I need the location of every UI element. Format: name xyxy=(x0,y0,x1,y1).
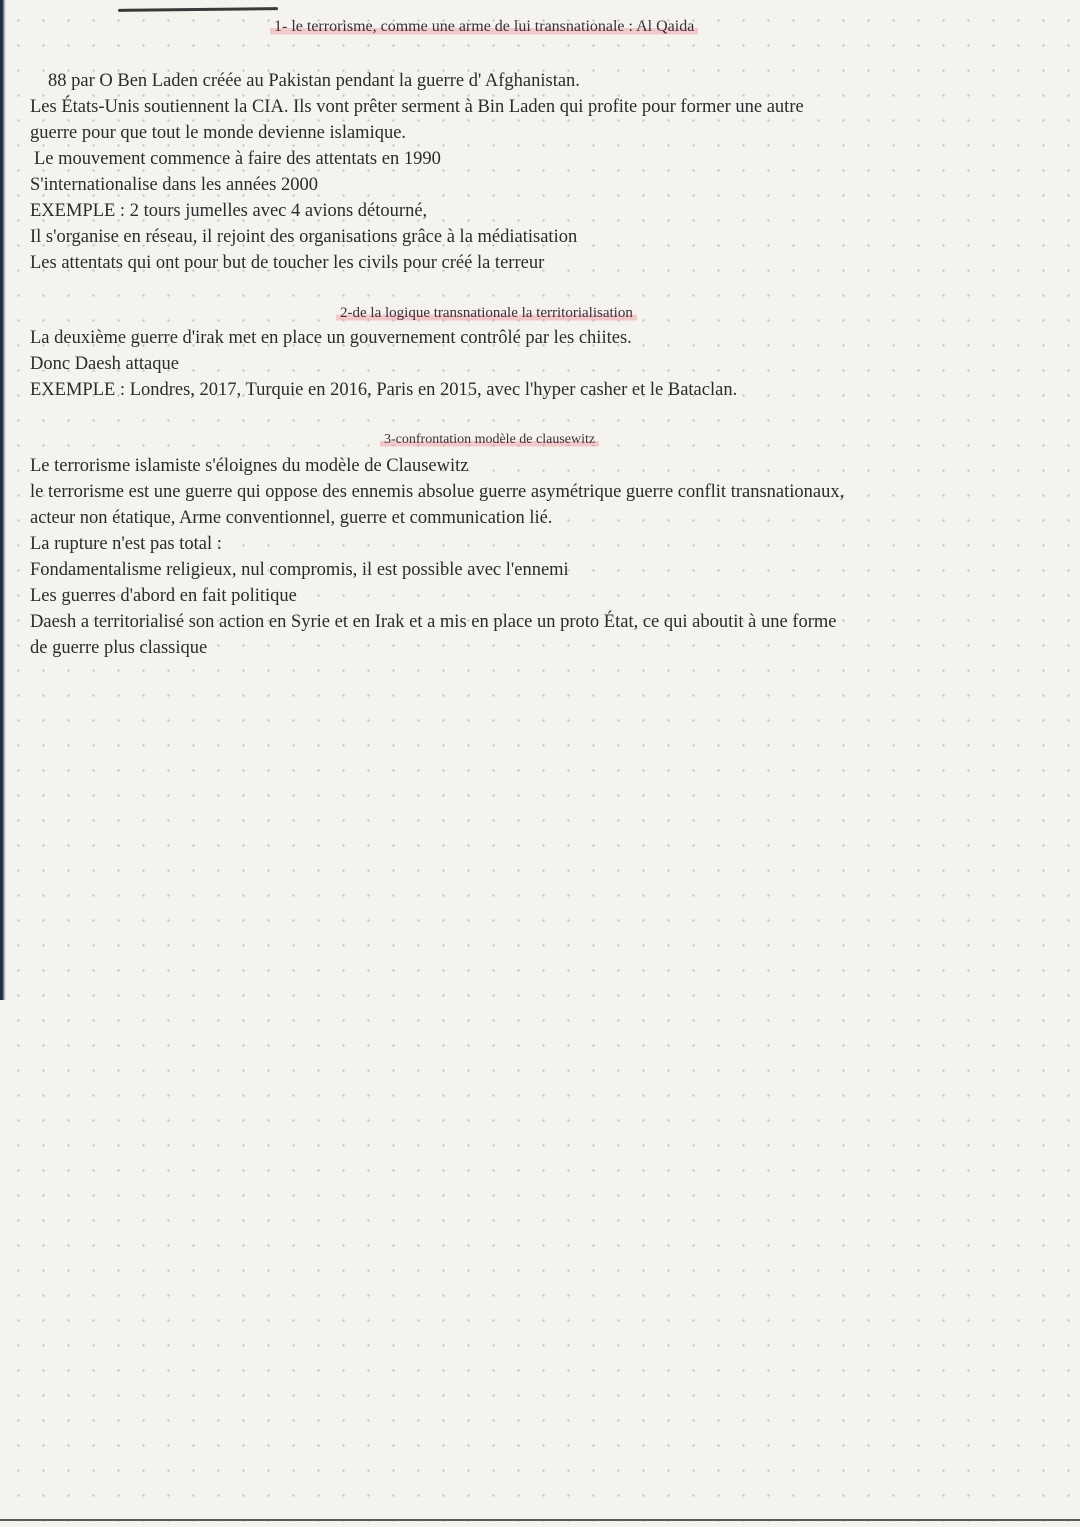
left-binding-edge xyxy=(0,0,6,1000)
text-line: 88 par O Ben Laden créée au Pakistan pendant la guerre d' Afghanistan. xyxy=(48,71,580,91)
heading-section-2: 2-de la logique transnationale la territorialisation xyxy=(336,305,637,322)
text-line: EXEMPLE : Londres, 2017, Turquie en 2016, Paris en 2015, avec l'hyper casher et le Bataclan. xyxy=(30,380,738,400)
text-line: acteur non étatique, Arme conventionnel, guerre et communication lié. xyxy=(30,508,553,528)
text-line: La rupture n'est pas total : xyxy=(30,534,222,554)
text-line: Les guerres d'abord en fait politique xyxy=(30,586,297,606)
heading-section-3: 3-confrontation modèle de clausewitz xyxy=(380,432,599,448)
text-line: S'internationalise dans les années 2000 xyxy=(30,175,318,195)
text-line: le terrorisme est une guerre qui oppose des ennemis absolue guerre asymétrique guerre conflit transnationaux, xyxy=(30,482,845,502)
text-line: Fondamentalisme religieux, nul compromis, il est possible avec l'ennemi xyxy=(30,560,569,580)
text-line: Il s'organise en réseau, il rejoint des organisations grâce à la médiatisation xyxy=(30,227,578,247)
text-line: EXEMPLE : 2 tours jumelles avec 4 avions détourné, xyxy=(30,201,428,221)
text-line: La deuxième guerre d'irak met en place un gouvernement contrôlé par les chiites. xyxy=(30,328,632,348)
heading-section-1: 1- le terrorisme, comme une arme de lui transnationale : Al Qaida xyxy=(270,18,698,36)
text-line: de guerre plus classique xyxy=(30,638,208,658)
section-3-body xyxy=(30,453,1040,661)
bottom-edge-line xyxy=(0,1519,1080,1521)
text-line: Le terrorisme islamiste s'éloignes du modèle de Clausewitz xyxy=(30,456,469,476)
text-line: Les attentats qui ont pour but de toucher les civils pour créé la terreur xyxy=(30,253,545,273)
top-pen-stroke xyxy=(118,7,278,12)
text-line: guerre pour que tout le monde devienne islamique. xyxy=(30,123,407,143)
text-line: Les États-Unis soutiennent la CIA. Ils vont prêter serment à Bin Laden qui profite pour former une autre xyxy=(30,97,804,117)
text-line: Donc Daesh attaque xyxy=(30,354,179,374)
section-2-body xyxy=(30,325,1040,403)
section-1-body xyxy=(30,68,1040,276)
text-line: Le mouvement commence à faire des attentats en 1990 xyxy=(34,149,441,169)
text-line: Daesh a territorialisé son action en Syrie et en Irak et a mis en place un proto État, ce qui aboutit à une forme xyxy=(30,612,837,632)
